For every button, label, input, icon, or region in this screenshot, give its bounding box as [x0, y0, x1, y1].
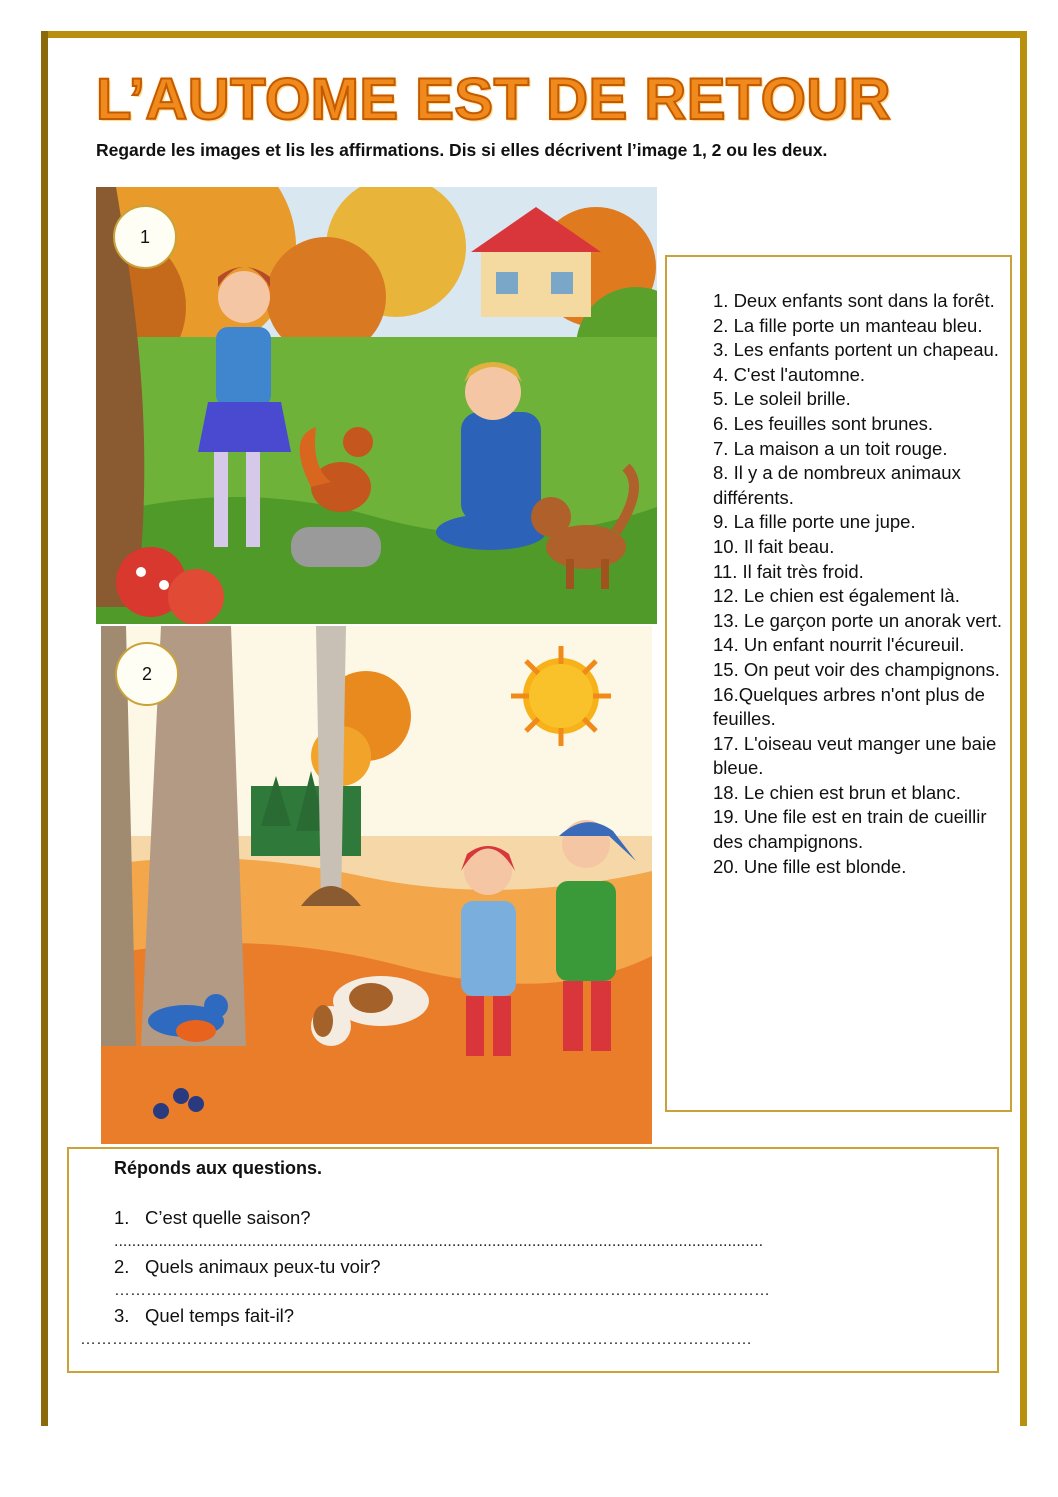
statement-item: 11. Il fait très froid. [713, 560, 864, 582]
question-number: 1. [114, 1207, 130, 1228]
autumn-illustration-1 [96, 187, 657, 624]
statement-item: 7. La maison a un toit rouge. [713, 437, 948, 459]
question-text: Quels animaux peux-tu voir? [145, 1256, 381, 1277]
question-text: C’est quelle saison? [145, 1207, 311, 1228]
questions-heading: Réponds aux questions. [114, 1158, 323, 1178]
statement-item: 19. Une file est en train de cueillir des champignons. [713, 806, 987, 853]
worksheet-title: L’AUTOME EST DE RETOUR [96, 67, 892, 132]
statement-item: 1. Deux enfants sont dans la forêt. [713, 290, 995, 311]
statement-item: 9. La fille porte une jupe. [713, 511, 916, 533]
statement-item: 15. On peut voir des champignons. [713, 658, 1000, 680]
page-frame-top [41, 31, 1027, 38]
statement-item: 2. La fille porte un manteau bleu. [713, 314, 983, 336]
image-number-badge: 2 [115, 642, 179, 706]
statements-list [713, 289, 1008, 879]
statement-item: 20. Une fille est blonde. [713, 855, 907, 877]
question-number: 3. [114, 1305, 130, 1326]
statement-item: 6. Les feuilles sont brunes. [713, 412, 934, 434]
question-item [114, 1207, 311, 1229]
statement-item: 8. Il y a de nombreux animaux différents. [713, 462, 961, 508]
statement-item: 3. Les enfants portent un chapeau. [713, 339, 999, 361]
page-frame-right [1020, 31, 1027, 1426]
question-item [114, 1256, 380, 1278]
statement-item: 18. Le chien est brun et blanc. [713, 781, 961, 803]
question-number: 2. [114, 1256, 130, 1277]
statement-item: 17. L'oiseau veut manger une baie bleue. [713, 732, 997, 779]
instruction-text: Regarde les images et lis les affirmations. Dis si elles décrivent l’image 1, 2 ou les deux. [96, 140, 828, 160]
statement-item: 12. Le chien est également là. [713, 585, 960, 607]
page-frame-left [41, 31, 48, 1426]
answer-line[interactable]: …………………………………………………………………………………………………………… [114, 1282, 770, 1299]
statement-item: 16.Quelques arbres n'ont plus de feuilles. [713, 683, 985, 730]
statement-item: 5. Le soleil brille. [713, 388, 851, 410]
statement-item: 13. Le garçon porte un anorak vert. [713, 609, 1002, 631]
autumn-illustration-2 [101, 626, 652, 1144]
question-item [114, 1305, 294, 1327]
statement-item: 10. Il fait beau. [713, 535, 835, 557]
statement-item: 4. C'est l'automne. [713, 363, 866, 385]
question-text: Quel temps fait-il? [145, 1305, 295, 1326]
answer-line[interactable]: .................................................................................................................................................. [114, 1233, 764, 1250]
answer-line[interactable]: ……………………………………………………………………………………………………………… [80, 1331, 752, 1348]
image-number-badge: 1 [113, 205, 177, 269]
statement-item: 14. Un enfant nourrit l'écureuil. [713, 634, 965, 656]
